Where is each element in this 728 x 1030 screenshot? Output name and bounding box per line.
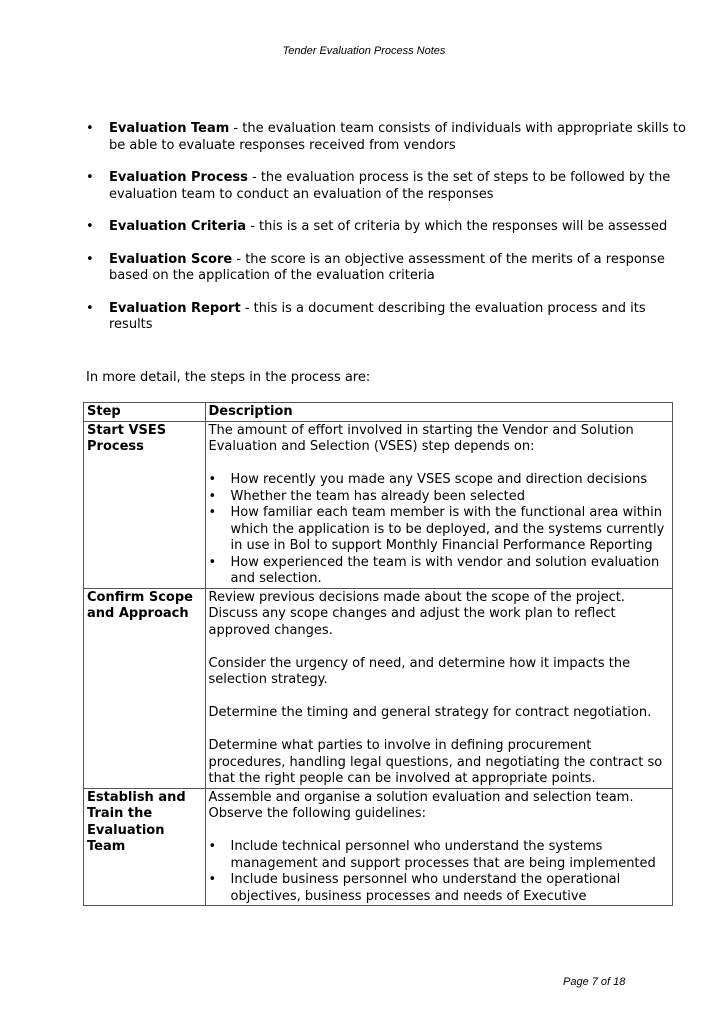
header-step: Step xyxy=(84,403,206,422)
bullet-icon: • xyxy=(86,300,94,316)
definition-list xyxy=(86,121,686,350)
step-description xyxy=(205,421,672,588)
step-name: Establish and Train the Evaluation Team xyxy=(84,788,206,906)
intro-text: In more detail, the steps in the process are: xyxy=(86,370,371,385)
description-paragraph: Determine what parties to involve in defining procurement procedures, handling legal questions, and negotiating the contract so that the right people can be involved at appropriate points. xyxy=(208,738,663,786)
bullet-icon: • xyxy=(86,170,94,185)
description-list xyxy=(209,472,669,588)
bullet-icon: • xyxy=(208,472,217,487)
bullet-icon: • xyxy=(86,251,94,267)
process-steps-table xyxy=(83,402,673,906)
definition-text: - this is a document describing the evaluation process and its results xyxy=(109,300,646,332)
definition-text: - the evaluation team consists of individuals with appropriate skills to be able to evaluate responses received from vendors xyxy=(109,121,686,153)
list-item-text: How familiar each team member is with the functional area within which the application is to be deployed, and the systems currently in use in BoI to support Monthly Financial Performance Reporting xyxy=(230,505,665,553)
definition-text: - the score is an objective assessment of the merits of a response based on the application of the evaluation criteria xyxy=(109,251,665,283)
definition-item xyxy=(86,252,686,285)
description-paragraph: Review previous decisions made about the scope of the project. Discuss any scope changes and adjust the work plan to reflect approved changes. xyxy=(208,589,625,638)
bullet-icon: • xyxy=(208,505,217,520)
step-description xyxy=(205,588,672,788)
definition-item xyxy=(86,121,686,154)
page-header: Tender Evaluation Process Notes xyxy=(282,45,446,57)
description-paragraph: The amount of effort involved in starting the Vendor and Solution Evaluation and Selection (VSES) step depends on: xyxy=(208,422,634,454)
step-description xyxy=(205,788,672,906)
table-header-row xyxy=(84,403,673,422)
header-description: Description xyxy=(205,403,672,422)
list-item-text: How recently you made any VSES scope and direction decisions xyxy=(230,472,648,487)
list-item xyxy=(209,505,669,555)
description-paragraph: Assemble and organise a solution evaluation and selection team. Observe the following guidelines: xyxy=(208,789,634,821)
list-item xyxy=(209,872,669,905)
list-item xyxy=(209,555,669,588)
list-item-text: Whether the team has already been selected xyxy=(230,488,526,504)
step-name: Start VSES Process xyxy=(84,421,206,588)
definition-term: Evaluation Process xyxy=(109,170,248,185)
table-row xyxy=(84,421,673,588)
definition-text: - the evaluation process is the set of steps to be followed by the evaluation team to conduct an evaluation of the responses xyxy=(109,170,671,202)
bullet-icon: • xyxy=(208,872,217,887)
description-list xyxy=(209,839,669,905)
definition-term: Evaluation Team xyxy=(109,121,230,136)
bullet-icon: • xyxy=(208,488,217,504)
list-item xyxy=(209,472,669,489)
definition-term: Evaluation Report xyxy=(109,300,241,316)
list-item-text: Include technical personnel who understand the systems management and support processes that are being implemented xyxy=(230,839,656,871)
list-item-text: How experienced the team is with vendor and solution evaluation and selection. xyxy=(230,554,660,586)
bullet-icon: • xyxy=(208,554,217,570)
definition-item xyxy=(86,301,686,334)
page-number: Page 7 of 18 xyxy=(563,976,626,988)
definition-term: Evaluation Criteria xyxy=(109,219,247,234)
bullet-icon: • xyxy=(86,219,94,234)
definition-text: - this is a set of criteria by which the responses will be assessed xyxy=(246,219,668,234)
list-item xyxy=(209,489,669,506)
table-row xyxy=(84,788,673,906)
step-name: Confirm Scope and Approach xyxy=(84,588,206,788)
definition-item xyxy=(86,170,686,203)
description-paragraph: Determine the timing and general strategy for contract negotiation. xyxy=(208,705,652,720)
bullet-icon: • xyxy=(86,121,94,136)
bullet-icon: • xyxy=(208,839,217,854)
definition-term: Evaluation Score xyxy=(109,251,233,267)
definition-item xyxy=(86,219,686,236)
table-row xyxy=(84,588,673,788)
list-item xyxy=(209,839,669,872)
list-item-text: Include business personnel who understand the operational objectives, business processes and needs of Executive xyxy=(230,872,621,904)
description-paragraph: Consider the urgency of need, and determine how it impacts the selection strategy. xyxy=(208,655,631,687)
